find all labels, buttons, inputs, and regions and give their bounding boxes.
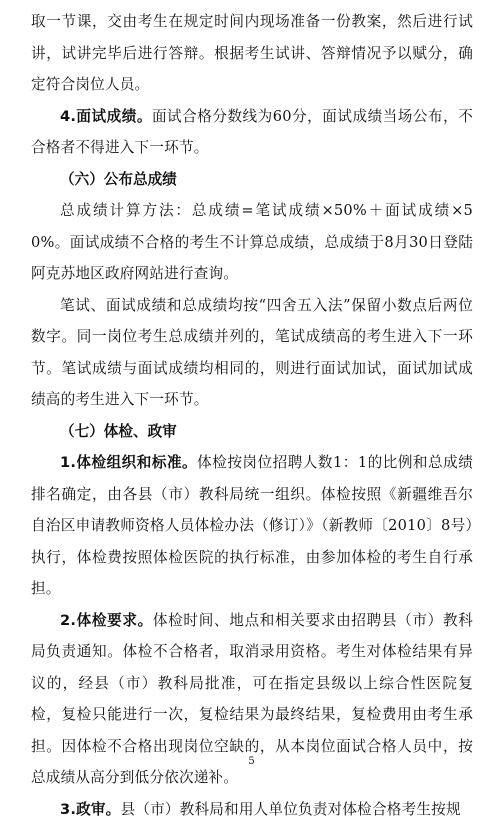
item-heading-exam-organization: 1.体检组织和标准。 [60,454,197,471]
paragraph-text: 总成绩计算方法：总成绩=笔试成绩×50%＋面试成绩×50%。面试成绩不合格的考生不计算总成绩，总成绩于8月30日登陆阿克苏地区政府网站进行查询。 [31,202,473,282]
item-heading-interview-score: 4.面试成绩。 [60,108,152,125]
paragraph-interview-score [31,101,473,164]
item-heading-political-review: 3.政审。 [60,801,120,818]
section-heading-total-score: （六）公布总成绩 [31,164,473,196]
paragraph-political-review [31,794,473,825]
paragraph-text: 县（市）教科局和用人单位负责对体检合格考生按规 [120,801,460,818]
paragraph-text: 面试合格分数线为60分，面试成绩当场公布，不合格者不得进入下一环节。 [31,108,473,157]
paragraph-text: 取一节课，交由考生在规定时间内现场准备一份教案，然后进行试讲，试讲完毕后进行答辩。根据考生试讲、答辩情况予以赋分，确定符合岗位人员。 [31,13,473,93]
paragraph-rounding-rules [31,290,473,416]
paragraph-text: 笔试、面试成绩和总成绩均按“四舍五入法”保留小数点后两位数字。同一岗位考生总成绩并列的，笔试成绩高的考生进入下一环节。笔试成绩与面试成绩均相同的，则进行面试加试，面试加试成绩高的考生进入下一环节。 [31,297,473,409]
section-heading-physical-exam: （七）体检、政审 [31,416,473,448]
paragraph-text: 体检时间、地点和相关要求由招聘县（市）教科局负责通知。体检不合格者，取消录用资格。考生对体检结果有异议的，经县（市）教科局批准，可在指定县级以上综合性医院复检，复检只能进行一次，复检结果为最终结果，复检费用由考生承担。因体检不合格出现岗位空缺的，从本岗位面试合格人员中，按总成绩从高分到低分依次递补。 [31,612,473,787]
paragraph-total-score-method [31,195,473,290]
document-body [31,6,473,825]
page-number: 5 [0,756,503,767]
paragraph-interview-procedure [31,6,473,101]
item-heading-exam-requirements: 2.体检要求。 [60,612,153,629]
paragraph-text: 体检按岗位招聘人数1：1的比例和总成绩排名确定，由各县（市）教科局统一组织。体检按照《新疆维吾尔自治区申请教师资格人员体检办法（修订）》（新教师〔2010〕8号）执行，体检费按照体检医院的执行标准，由参加体检的考生自行承担。 [31,454,473,597]
paragraph-exam-organization [31,447,473,605]
